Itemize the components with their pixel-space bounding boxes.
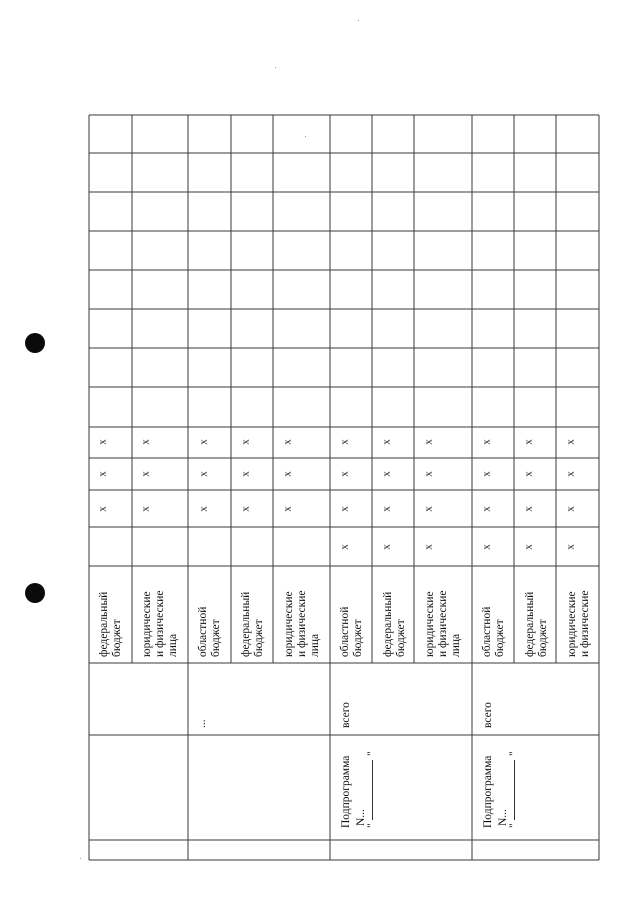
x-mark: x	[197, 471, 210, 477]
funding-regional: бюджет	[494, 619, 506, 657]
x-mark: x	[281, 439, 294, 445]
total-label: всего	[340, 702, 352, 728]
x-mark: x	[564, 544, 577, 550]
x-mark: x	[522, 471, 535, 477]
program-number: N...	[497, 809, 509, 826]
x-mark: x	[422, 544, 435, 550]
x-mark: x	[522, 544, 535, 550]
program-quote-open: "	[366, 823, 378, 828]
funding-federal: федеральный	[240, 591, 252, 657]
funding-legal: юридические	[424, 591, 436, 657]
funding-legal: лица	[309, 633, 321, 657]
program-number: N...	[355, 809, 367, 826]
program-label: Подпрограмма	[340, 755, 352, 828]
x-mark: x	[380, 439, 393, 445]
program-quote-close: "	[508, 751, 520, 756]
x-mark: x	[96, 506, 109, 512]
funding-legal: юридические	[566, 591, 578, 657]
ellipsis: ...	[196, 719, 208, 728]
funding-legal: и физические	[296, 590, 308, 657]
x-mark: x	[338, 439, 351, 445]
program-name-underline	[372, 760, 373, 820]
x-mark: x	[239, 506, 252, 512]
total-label: всего	[482, 702, 494, 728]
funding-legal: и физические	[579, 590, 591, 657]
funding-federal: бюджет	[253, 619, 265, 657]
funding-legal: и физические	[437, 590, 449, 657]
x-mark: x	[380, 506, 393, 512]
funding-legal: и физические	[154, 590, 166, 657]
funding-regional: областной	[481, 606, 493, 657]
x-mark: x	[338, 506, 351, 512]
x-mark: x	[96, 439, 109, 445]
funding-federal: федеральный	[98, 591, 110, 657]
x-mark: x	[422, 439, 435, 445]
x-mark: x	[96, 471, 109, 477]
x-mark: x	[380, 544, 393, 550]
funding-federal: бюджет	[111, 619, 123, 657]
x-mark: x	[281, 471, 294, 477]
x-mark: x	[281, 506, 294, 512]
x-mark: x	[139, 471, 152, 477]
program-quote-close: "	[366, 751, 378, 756]
x-mark: x	[480, 506, 493, 512]
x-mark: x	[197, 439, 210, 445]
funding-federal: федеральный	[382, 591, 394, 657]
x-mark: x	[564, 439, 577, 445]
funding-regional: бюджет	[210, 619, 222, 657]
funding-regional: бюджет	[352, 619, 364, 657]
program-label: Подпрограмма	[482, 755, 494, 828]
funding-regional: областной	[339, 606, 351, 657]
x-mark: x	[239, 471, 252, 477]
x-mark: x	[139, 506, 152, 512]
program-quote-open: "	[508, 823, 520, 828]
funding-federal: бюджет	[395, 619, 407, 657]
funding-regional: областной	[197, 606, 209, 657]
x-mark: x	[480, 544, 493, 550]
program-name-underline	[514, 760, 515, 820]
x-mark: x	[338, 544, 351, 550]
funding-federal: бюджет	[537, 619, 549, 657]
funding-legal: лица	[450, 633, 462, 657]
x-mark: x	[522, 439, 535, 445]
funding-federal: федеральный	[524, 591, 536, 657]
funding-legal: юридические	[141, 591, 153, 657]
x-mark: x	[139, 439, 152, 445]
x-mark: x	[422, 471, 435, 477]
x-mark: x	[239, 439, 252, 445]
x-mark: x	[564, 506, 577, 512]
x-mark: x	[480, 471, 493, 477]
x-mark: x	[564, 471, 577, 477]
x-mark: x	[380, 471, 393, 477]
funding-legal: юридические	[283, 591, 295, 657]
x-mark: x	[422, 506, 435, 512]
x-mark: x	[522, 506, 535, 512]
x-mark: x	[480, 439, 493, 445]
funding-legal: лица	[167, 633, 179, 657]
x-mark: x	[338, 471, 351, 477]
x-mark: x	[197, 506, 210, 512]
